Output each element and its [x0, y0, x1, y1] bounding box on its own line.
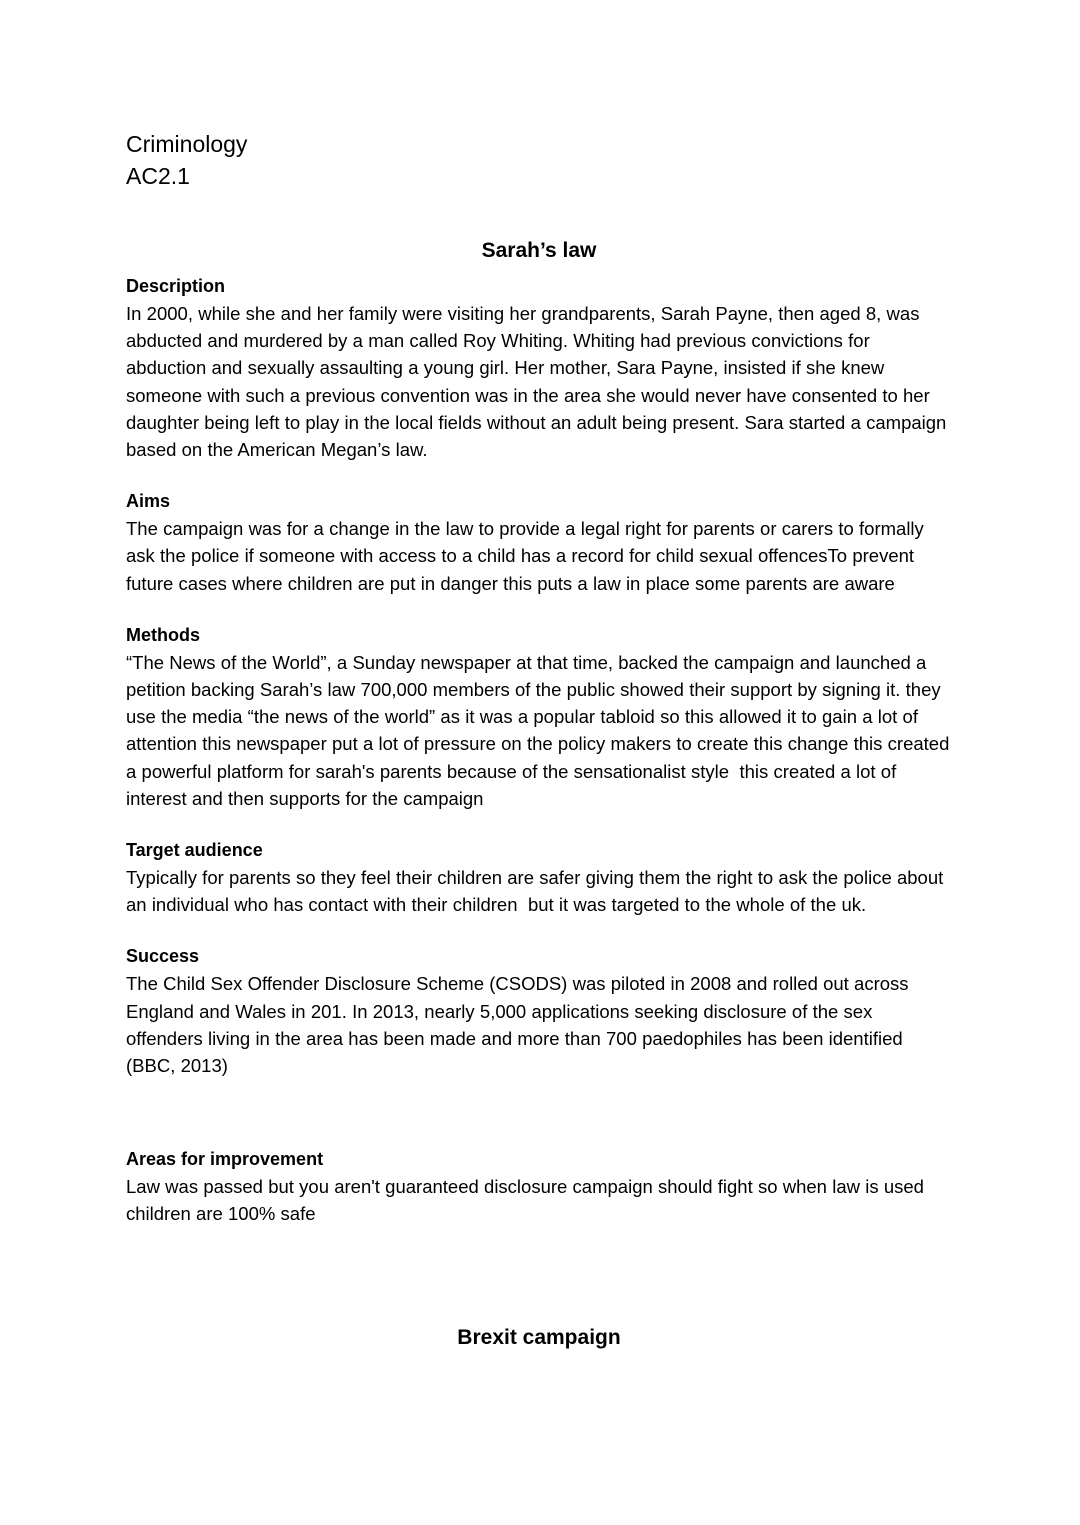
- section-target-audience: [126, 838, 950, 918]
- section-body: The campaign was for a change in the law to provide a legal right for parents or carers to formally ask the police if someone with access to a child has a record for child sexual offencesTo prevent future cases where children are put in danger this puts a law in place some parents are aware: [126, 518, 930, 594]
- section-methods: [126, 623, 955, 812]
- section-body: Typically for parents so they feel their children are safer giving them the right to ask the police about an individual who has contact with their children but it was targeted to the whole of the uk.: [126, 867, 949, 916]
- course-name: Criminology: [126, 131, 248, 157]
- section-success: [126, 944, 950, 1079]
- section-body: Law was passed but you aren't guaranteed disclosure campaign should fight so when law is used children are 100% safe: [126, 1176, 930, 1225]
- document-content: [126, 128, 955, 1368]
- section-body: In 2000, while she and her family were visiting her grandparents, Sarah Payne, then aged 8, was abducted and murdered by a man called Roy Whiting. Whiting had previous convictions for abduction and sexually assaulting a young girl. Her mother, Sara Payne, insisted if she knew someone with such a previous convention was in the area she would never have consented to her daughter being left to play in the local fields without an adult being present. Sara started a campaign based on the American Megan’s law.: [126, 303, 952, 461]
- section-heading: Target audience: [126, 840, 263, 861]
- page-title: Sarah’s law: [481, 239, 597, 262]
- section-body: The Child Sex Offender Disclosure Scheme (CSODS) was piloted in 2008 and rolled out across England and Wales in 201. In 2013, nearly 5,000 applications seeking disclosure of the sex offenders living in the area has been made and more than 700 paedophiles has been identified (BBC, 2013): [126, 973, 914, 1077]
- unit-code: AC2.1: [126, 163, 190, 189]
- section-description: [126, 274, 950, 463]
- section-body: “The News of the World”, a Sunday newspaper at that time, backed the campaign and launched a petition backing Sarah’s law 700,000 members of the public showed their support by signing it. they use the media “the news of the world” as it was a popular tabloid so this allowed it to gain a lot of attention this newspaper put a lot of pressure on the policy makers to create this change this created a powerful platform for sarah's parents because of the sensationalist style this created a lot of interest and then supports for the campaign: [126, 651, 955, 809]
- section-heading: Success: [126, 946, 200, 967]
- document-header: [126, 128, 950, 192]
- section-areas-for-improvement: [126, 1147, 950, 1227]
- section-heading: Areas for improvement: [126, 1149, 324, 1170]
- section-heading: Aims: [126, 491, 171, 512]
- section-heading: Description: [126, 276, 226, 296]
- section-aims: [126, 489, 950, 597]
- next-section-title: Brexit campaign: [457, 1325, 621, 1349]
- section-heading: Methods: [126, 624, 200, 645]
